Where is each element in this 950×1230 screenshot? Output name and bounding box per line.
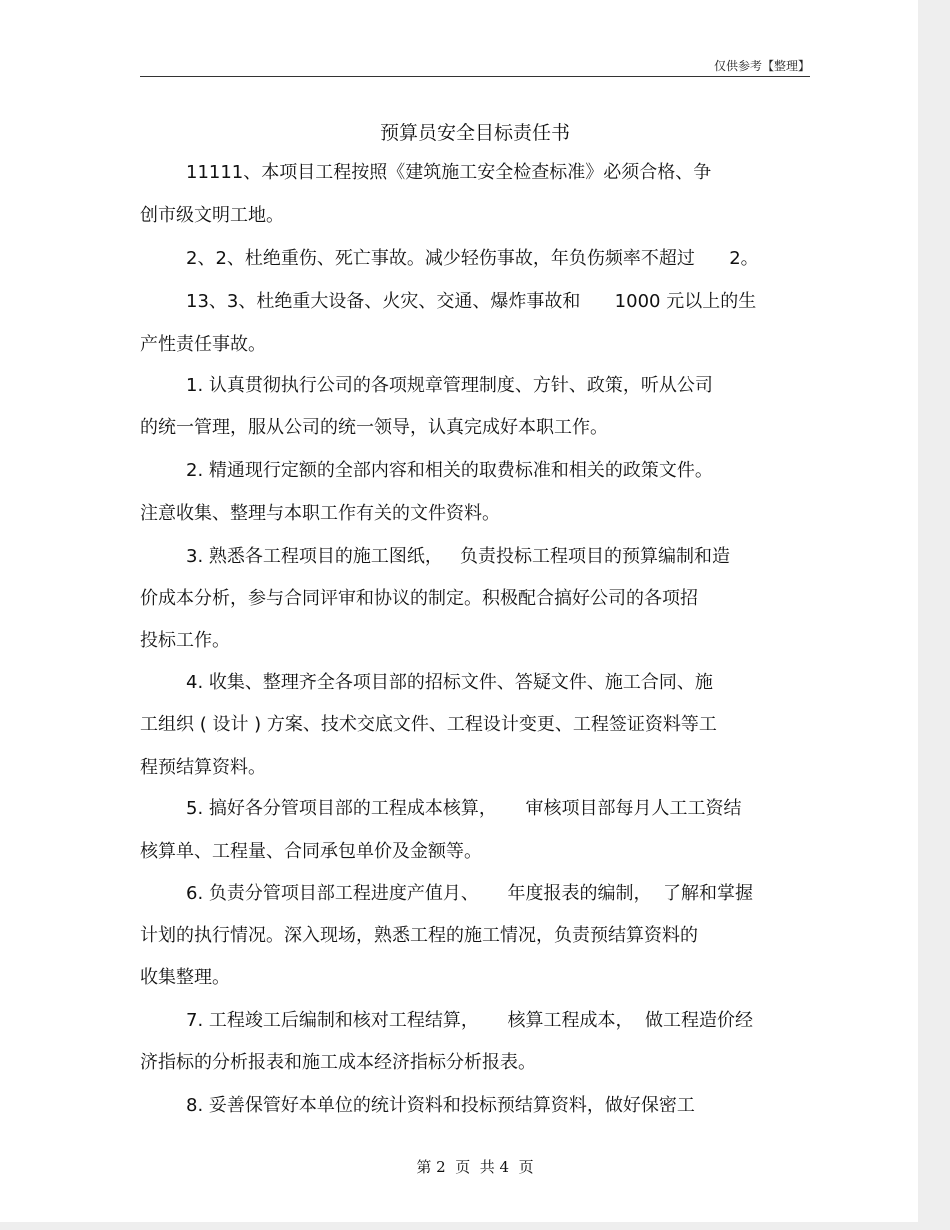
body-line: 2. 精通现行定额的全部内容和相关的取费标准和相关的政策文件。 xyxy=(186,460,713,481)
body-line: 8. 妥善保管好本单位的统计资料和投标预结算资料，做好保密工 xyxy=(186,1095,695,1116)
page-edge-bottom xyxy=(0,1222,950,1230)
body-line: 7. 工程竣工后编制和核对工程结算， 核算工程成本， 做工程造价经 xyxy=(186,1010,753,1031)
body-line: 4. 收集、整理齐全各项目部的招标文件、答疑文件、施工合同、施 xyxy=(186,672,713,693)
body-line: 13、3、杜绝重大设备、火灾、交通、爆炸事故和 1000 元以上的生 xyxy=(186,291,757,312)
body-line: 程预结算资料。 xyxy=(140,757,266,778)
body-line: 6. 负责分管项目部工程进度产值月、 年度报表的编制， 了解和掌握 xyxy=(186,883,753,904)
header-note: 仅供参考【整理】 xyxy=(713,59,810,73)
document-title: 预算员安全目标责任书 xyxy=(379,122,570,144)
page-number-footer: 第 2 页 共 4 页 xyxy=(416,1158,534,1176)
body-line: 的统一管理，服从公司的统一领导，认真完成好本职工作。 xyxy=(140,417,608,438)
body-line: 1. 认真贯彻执行公司的各项规章管理制度、方针、政策，听从公司 xyxy=(186,375,713,396)
body-line: 投标工作。 xyxy=(140,630,230,651)
body-line: 11111、本项目工程按照《建筑施工安全检查标准》必须合格、争 xyxy=(186,162,712,183)
body-line: 创市级文明工地。 xyxy=(140,205,284,226)
page-edge-right xyxy=(918,0,950,1230)
body-line: 计划的执行情况。深入现场，熟悉工程的施工情况，负责预结算资料的 xyxy=(140,925,698,946)
body-line: 价成本分析，参与合同评审和协议的制定。积极配合搞好公司的各项招 xyxy=(140,588,698,609)
body-line: 工组织 ( 设计 ) 方案、技术交底文件、工程设计变更、工程签证资料等工 xyxy=(140,714,717,735)
body-line: 核算单、工程量、合同承包单价及金额等。 xyxy=(140,841,482,862)
body-line: 收集整理。 xyxy=(140,967,230,988)
body-line: 济指标的分析报表和施工成本经济指标分析报表。 xyxy=(140,1052,536,1073)
body-line: 产性责任事故。 xyxy=(140,334,266,355)
body-line: 5. 搞好各分管项目部的工程成本核算， 审核项目部每月人工工资结 xyxy=(186,798,742,819)
body-line: 3. 熟悉各工程项目的施工图纸， 负责投标工程项目的预算编制和造 xyxy=(186,546,731,567)
header-rule xyxy=(140,76,810,77)
body-line: 2、2、杜绝重伤、死亡事故。减少轻伤事故，年负伤频率不超过 2。 xyxy=(186,248,759,269)
body-line: 注意收集、整理与本职工作有关的文件资料。 xyxy=(140,503,500,524)
